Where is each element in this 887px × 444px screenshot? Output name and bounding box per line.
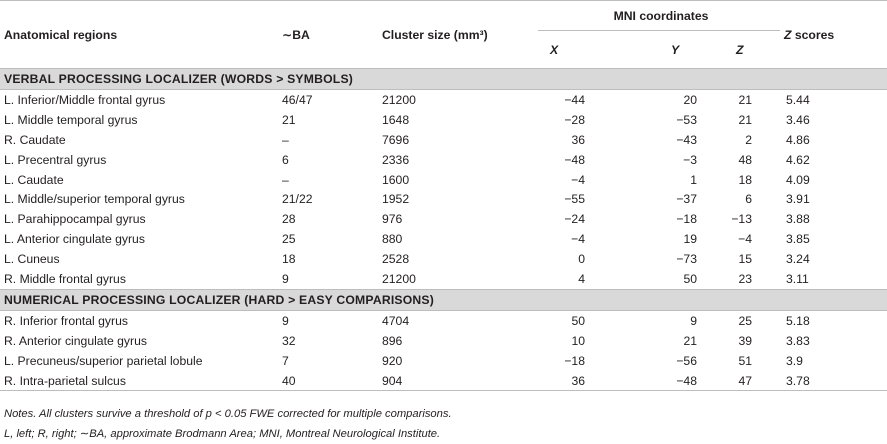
cell-x: 10 [571,333,585,348]
cell-y: −18 [676,212,697,227]
section-header-row [0,69,887,90]
cell-ba: – [282,172,289,187]
notes-line-2: L, left; R, right; ∼BA, approximate Brodmann Area; MNI, Montreal Neurological Institute. [4,428,441,440]
cell-z: −13 [731,212,752,227]
cell-x: 50 [571,313,585,328]
cell-z: 6 [745,192,752,207]
cell-z-score: 3.91 [786,192,810,207]
cell-x: 36 [571,132,585,147]
table-header [0,1,887,69]
header-z: Z [736,42,744,57]
cell-z-score: 5.18 [786,313,810,328]
cell-y: 50 [683,271,697,286]
cell-y: 9 [690,313,697,328]
table-row [0,90,887,110]
cell-region: R. Inferior frontal gyrus [4,313,128,328]
header-z-rest: scores [791,27,835,42]
cell-x: −24 [564,212,585,227]
cell-cluster-size: 880 [382,232,403,247]
cell-region: L. Inferior/Middle frontal gyrus [4,92,166,107]
cell-region: L. Middle temporal gyrus [4,112,138,127]
cell-y: −37 [676,192,697,207]
cell-z: 25 [738,313,752,328]
cell-x: 0 [578,252,585,267]
cell-region: L. Precuneus/superior parietal lobule [4,353,203,368]
table-notes [4,404,452,444]
cell-y: −73 [676,252,697,267]
cell-z-score: 3.78 [780,371,887,391]
cell-z-score: 3.9 [786,353,803,368]
table-row [0,371,887,391]
cell-x: 4 [578,271,585,286]
table-row [0,110,887,130]
cell-region: L. Precentral gyrus [4,152,107,167]
cell-region: R. Intra-parietal sulcus [0,371,278,391]
cell-cluster-size: 2528 [382,252,410,267]
header-y: Y [671,42,680,57]
cell-cluster-size: 1648 [382,112,410,127]
table-row [0,269,887,289]
cell-ba: 7 [282,353,289,368]
cell-y: 1 [690,172,697,187]
header-ba: ∼BA [278,1,378,69]
cell-z-score: 4.86 [786,132,810,147]
cell-y: 19 [683,232,697,247]
cell-z: 15 [738,252,752,267]
cell-region: R. Caudate [4,132,66,147]
cell-z-score: 3.11 [786,271,809,286]
table-row [0,351,887,371]
header-mni-coordinates: MNI coordinates [538,1,780,31]
cell-cluster-size: 21200 [382,92,416,107]
cell-cluster-size: 896 [382,333,403,348]
cell-z-score: 3.85 [786,232,810,247]
cell-x: −28 [564,112,585,127]
cell-z-score: 3.88 [786,212,810,227]
cell-y: −48 [635,371,708,391]
cell-ba: 25 [282,232,296,247]
cell-cluster-size: 920 [382,353,403,368]
cell-ba: 9 [282,313,289,328]
cell-z: 47 [708,371,780,391]
cell-region: R. Anterior cingulate gyrus [4,333,147,348]
cell-z-score: 3.24 [786,252,810,267]
header-z-scores [780,1,887,69]
cell-cluster-size: 2336 [382,152,410,167]
cell-ba: 40 [278,371,378,391]
cell-z-score: 4.62 [786,152,810,167]
cell-y: −53 [676,112,697,127]
cell-ba: 6 [282,152,289,167]
cell-cluster-size: 976 [382,212,403,227]
cell-x: 36 [538,371,635,391]
cell-region: L. Middle/superior temporal gyrus [4,192,185,207]
cell-z: 21 [738,92,752,107]
cell-z-score: 4.09 [786,172,810,187]
cell-cluster-size: 7696 [382,132,410,147]
table-row [0,331,887,351]
cell-ba: 32 [282,333,296,348]
cell-cluster-size: 1600 [382,172,410,187]
table-row [0,229,887,249]
notes-line-1: Notes. All clusters survive a threshold of p < 0.05 FWE corrected for multiple comparisons. [4,408,452,420]
cell-y: −3 [683,152,697,167]
cell-z: 18 [738,172,752,187]
cell-ba: 21 [282,112,296,127]
cell-cluster-size: 4704 [382,313,410,328]
cell-cluster-size: 904 [378,371,538,391]
cell-ba: 46/47 [282,92,313,107]
cell-y: 21 [683,333,697,348]
cell-cluster-size: 21200 [382,271,416,286]
section-title: VERBAL PROCESSING LOCALIZER (WORDS > SYMBOLS) [0,69,887,90]
header-x: X [550,42,559,57]
table-row [0,249,887,269]
cell-cluster-size: 1952 [382,192,410,207]
cell-y: −56 [676,353,697,368]
header-cluster-size: Cluster size (mm³) [378,1,538,69]
table-row [0,189,887,209]
cell-z: 51 [738,353,752,368]
cell-x: −55 [564,192,585,207]
table-row [0,170,887,190]
cell-x: −4 [571,172,585,187]
table-row [0,130,887,150]
cell-region: L. Parahippocampal gyrus [4,212,146,227]
cell-ba: – [282,132,289,147]
table-body [0,69,887,391]
table-row [0,209,887,229]
cell-x: −48 [564,152,585,167]
cell-ba: 28 [282,212,296,227]
cell-x: −18 [564,353,585,368]
cell-z-score: 3.83 [786,333,810,348]
section-title: NUMERICAL PROCESSING LOCALIZER (HARD > EASY COMPARISONS) [0,289,887,310]
table-row [0,150,887,170]
cell-ba: 9 [282,271,289,286]
cell-region: L. Anterior cingulate gyrus [4,232,145,247]
cell-y: 20 [683,92,697,107]
cell-z: 21 [738,112,752,127]
cell-y: −43 [676,132,697,147]
cell-z: 48 [738,152,752,167]
cell-z: 23 [738,271,752,286]
header-anatomical-regions: Anatomical regions [0,1,278,69]
header-z-italic: Z [784,27,792,42]
cell-x: −4 [571,232,585,247]
cell-region: R. Middle frontal gyrus [4,271,126,286]
cell-ba: 18 [282,252,296,267]
section-header-row [0,289,887,310]
cell-z-score: 3.46 [786,112,810,127]
table-row [0,310,887,330]
cell-z: −4 [738,232,752,247]
cell-ba: 21/22 [282,192,313,207]
cell-z-score: 5.44 [786,92,810,107]
cell-x: −44 [564,92,585,107]
cell-z: 2 [745,132,752,147]
cell-region: L. Caudate [4,172,64,187]
cell-region: L. Cuneus [4,252,60,267]
cell-z: 39 [738,333,752,348]
